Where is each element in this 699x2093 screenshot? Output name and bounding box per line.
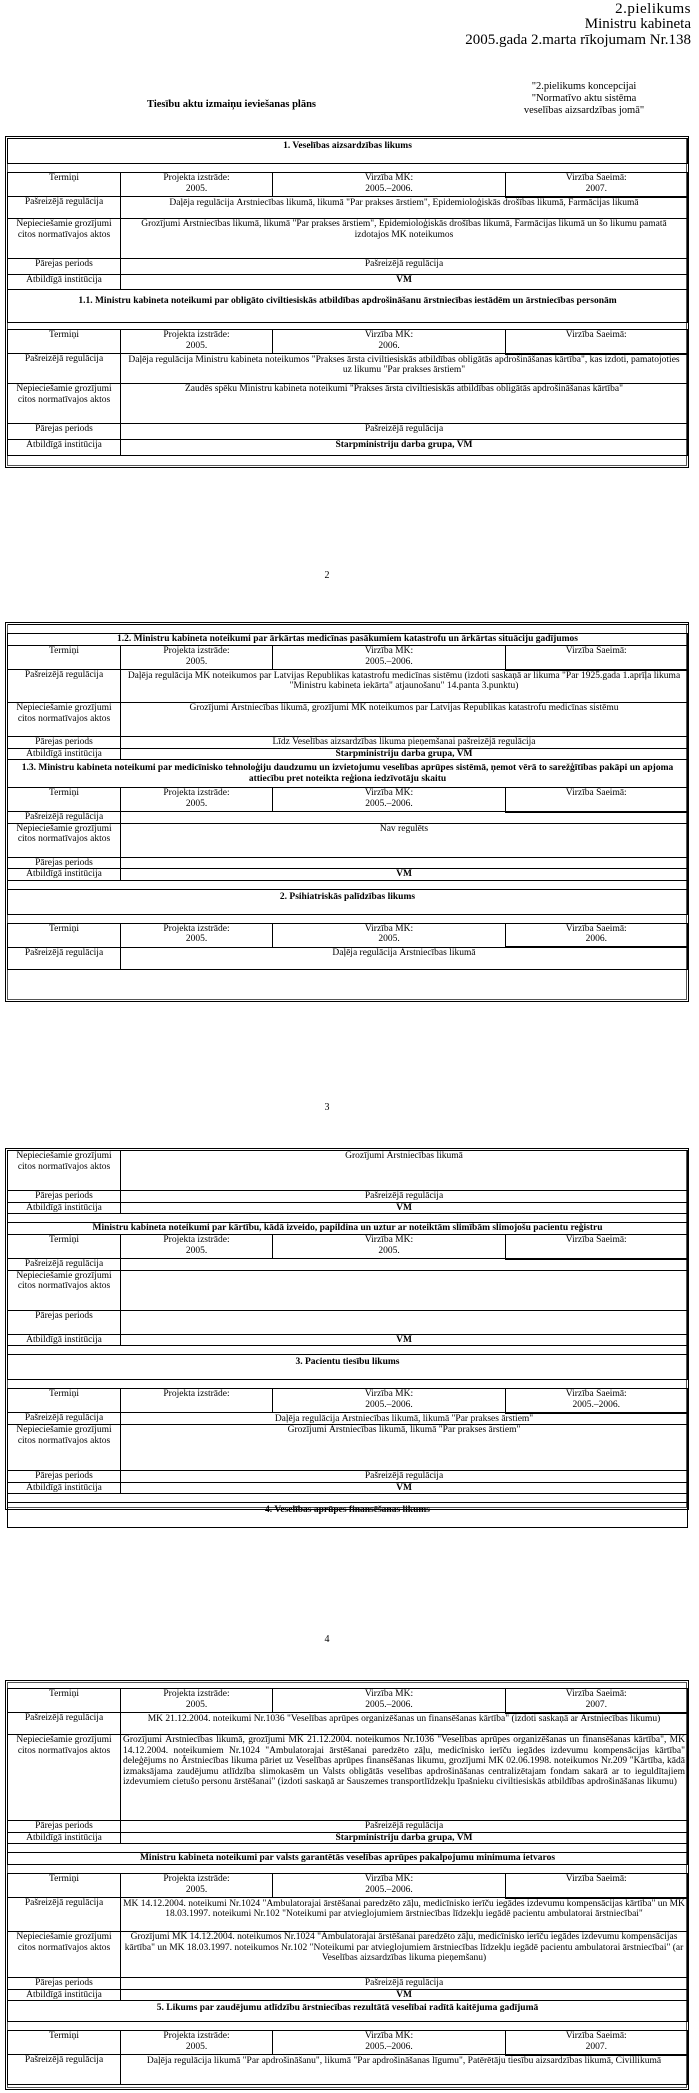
spacer (8, 914, 688, 923)
mk-cell (273, 1389, 506, 1413)
transition-label: Pārejas periods (8, 737, 121, 749)
reg-label: Pašreizējā regulācija (8, 947, 121, 969)
mk-cell (273, 923, 506, 947)
transition-label: Pārejas periods (8, 1191, 121, 1203)
draft-label: Projekta izstrāde: (163, 173, 230, 183)
responsible-value: Starpministriju darba grupa, VM (121, 1832, 688, 1844)
saeima-value: 2007. (585, 2041, 607, 2052)
saeima-value: 2007. (585, 183, 607, 194)
reg-label: Pašreizējā regulācija (8, 1898, 121, 1932)
spacer (8, 880, 688, 889)
responsible-value: VM (121, 1482, 688, 1494)
mk-cell (273, 1874, 506, 1898)
saeima-value: 2007. (585, 1699, 607, 1710)
spacer (8, 1494, 688, 1503)
concept-reference (479, 81, 689, 117)
annex-order: 2005.gada 2.marta rīkojumam Nr.138 (465, 32, 691, 48)
section-title: 1.1. Ministru kabineta noteikumi par obligāto civiltiesiskās atbildības apdrošināšanu ārstniecības iestādēm un ārstniecības personām (8, 290, 688, 323)
reg-label: Pašreizējā regulācija (8, 1259, 121, 1271)
reg-value (121, 1259, 688, 1271)
responsible-value: VM (121, 869, 688, 881)
mk-cell (273, 646, 506, 670)
spacer (8, 1865, 688, 1874)
draft-value: 2005. (185, 656, 208, 667)
transition-label: Pārejas periods (8, 1978, 121, 1990)
saeima-label: Virzība Saeimā: (565, 923, 627, 934)
draft-value: 2005. (185, 1699, 208, 1710)
annex-number: 2.pielikums (615, 1, 691, 17)
mk-label: Virzība MK: (364, 923, 414, 934)
needed-label: Nepieciešamie grozījumi citos normatīvajos aktos (8, 703, 121, 737)
reg-value (121, 812, 688, 824)
transition-value (121, 1310, 688, 1334)
transition-value: Pašreizējā regulācija (121, 259, 688, 275)
needed-label: Nepieciešamie grozījumi citos normatīvajos aktos (8, 823, 121, 857)
draft-value: 2005. (185, 934, 208, 944)
needed-value: Grozījumi Ārstniecības likumā (121, 1151, 688, 1191)
annex-cabinet: Ministru kabineta (584, 16, 691, 32)
mk-cell (273, 1235, 506, 1259)
reg-label: Pašreizējā regulācija (8, 1413, 121, 1425)
needed-label: Nepieciešamie grozījumi citos normatīvajos aktos (8, 384, 121, 424)
needed-label: Nepieciešamie grozījumi citos normatīvajos aktos (8, 1932, 121, 1978)
draft-value: 2005. (185, 1245, 208, 1256)
reg-label: Pašreizējā regulācija (8, 670, 121, 703)
plan-title: Tiesību aktu izmaiņu ieviešanas plāns (147, 99, 317, 110)
mk-value: 2005.–2006. (365, 1699, 413, 1710)
needed-value: Nav regulēts (121, 823, 688, 857)
spacer (8, 1380, 688, 1389)
saeima-value: 2006. (585, 934, 607, 944)
needed-value: Zaudēs spēku Ministru kabineta noteikumi "Prakses ārsta civiltiesiskās atbildības obligātās apdrošināšanas kārtība" (121, 384, 688, 424)
saeima-label: Virzība Saeimā: (565, 330, 627, 340)
transition-label: Pārejas periods (8, 424, 121, 440)
transition-label: Pārejas periods (8, 857, 121, 869)
terms-label: Termiņi (8, 2031, 121, 2055)
draft-cell (121, 788, 273, 812)
reg-value: Daļēja regulācija Ministru kabineta noteikumos "Prakses ārsta civiltiesiskās atbildības obligātās apdrošināšanas kārtība", kas izdoti, pamatojoties uz likumu "Par prakses ārstiem" (121, 354, 688, 384)
reg-value: Daļēja regulācija Ārstniecības likumā, likumā "Par prakses ārstiem" (121, 1413, 688, 1425)
reg-value: Daļēja regulācija likumā "Par apdrošināšanu", likumā "Par apdrošināšanas līgumu", Patērētāju tiesību aizsardzības likumā, Civillikumā (121, 2055, 688, 2085)
draft-label: Projekta izstrāde: (163, 2031, 230, 2041)
transition-value: Pašreizējā regulācija (121, 424, 688, 440)
saeima-cell (506, 923, 688, 947)
saeima-label: Virzība Saeimā: (565, 1235, 627, 1245)
reg-value: Daļēja regulācija Ārstniecības likumā, likumā "Par prakses ārstiem", Epidemioloģiskās drošības likumā, Farmācijas likumā (121, 197, 688, 219)
draft-cell (121, 1235, 273, 1259)
saeima-label: Virzība Saeimā: (565, 1689, 627, 1699)
draft-label: Projekta izstrāde: (163, 923, 230, 934)
saeima-label: Virzība Saeimā: (565, 788, 627, 798)
spacer (8, 1844, 688, 1853)
needed-value: Grozījumi Ārstniecības likumā, grozījumi MK noteikumos par Latvijas Republikas katastrofu medicīnas sistēmu (121, 703, 688, 737)
saeima-cell (506, 330, 688, 354)
draft-label: Projekta izstrāde: (163, 1235, 230, 1245)
responsible-label: Atbildīgā institūcija (8, 1482, 121, 1494)
responsible-value: VM (121, 1202, 688, 1214)
terms-label: Termiņi (8, 923, 121, 947)
mk-label: Virzība MK: (364, 646, 414, 656)
draft-label: Projekta izstrāde: (163, 788, 230, 798)
mk-label: Virzība MK: (364, 788, 414, 798)
terms-label: Termiņi (8, 1689, 121, 1713)
page2-table (7, 624, 689, 970)
draft-label: Projekta izstrāde: (163, 646, 230, 656)
needed-value: Grozījumi Ārstniecības likumā, likumā "Par prakses ārstiem", Epidemioloģiskās drošības likumā, Farmācijas likumā un šo likumu pamatā izdotajos MK noteikumos (121, 219, 688, 259)
draft-cell (121, 646, 273, 670)
mk-cell (273, 173, 506, 197)
saeima-label: Virzība Saeimā: (565, 2031, 627, 2041)
draft-value: 2005. (185, 340, 208, 351)
terms-label: Termiņi (8, 1874, 121, 1898)
page4-table (7, 1682, 689, 2085)
responsible-value: VM (121, 275, 688, 290)
needed-value: Grozījumi MK 14.12.2004. noteikumos Nr.1024 "Ambulatorajai ārstēšanai paredzēto zāļu, medicīnisko ierīču iegādes izdevumu kompensācijas kārtība" un MK 18.03.1997. noteikumos Nr.102 "Noteikumi par atvieglojumiem ārstniecības līdzekļu iegādē pacientu ambulatorai ārstniecībai" (ar Veselības aizsardzības likuma pieņemšanu) (121, 1932, 688, 1978)
reg-label: Pašreizējā regulācija (8, 2055, 121, 2085)
mk-cell (273, 1689, 506, 1713)
saeima-cell (506, 1389, 688, 1413)
reg-value: Daļēja regulācija Ārstniecības likumā (121, 947, 688, 969)
needed-value: Grozījumi Ārstniecības likumā, grozījumi MK 21.12.2004. noteikumos Nr.1036 "Veselības aprūpes organizēšanas un finansēšanas kārtība", MK 14.12.2004. noteikumiem Nr.1024 "Ambulatorajai ārstēšanai paredzēto zāļu, medicīnisko ierīču iegādes izdevumu kompensācijas kārtība" deleģējums no Ārstniecības likuma pāriet uz Veselības aprūpes finansēšanas likumu, grozījumi MK 02.06.1998. noteikumos Nr.209 "Kārtība, kādā izmaksājama zaudējumu atlīdzība slimokasēm un Valsts obligātās veselības apdrošināšanas centralizētajam fondam sakarā ar to ieguldītajiem izdevumiem cietušo personu ārstēšanai" (izdoti saskaņā ar Sauszemes transportlīdzekļu īpašnieku civiltiesiskās atbildības apdrošināšanas likumu) (121, 1735, 688, 1821)
mk-value: 2006. (378, 340, 400, 351)
transition-value (121, 857, 688, 869)
mk-value: 2005.–2006. (365, 1884, 413, 1895)
draft-cell (121, 1389, 273, 1413)
section-title: 3. Pacientu tiesību likums (8, 1355, 688, 1380)
mk-label: Virzība MK: (364, 1874, 414, 1884)
transition-label: Pārejas periods (8, 1821, 121, 1833)
terms-label: Termiņi (8, 173, 121, 197)
responsible-label: Atbildīgā institūcija (8, 440, 121, 456)
mk-value: 2005.–2006. (365, 798, 413, 809)
mk-cell (273, 2031, 506, 2055)
responsible-label: Atbildīgā institūcija (8, 1832, 121, 1844)
mk-value: 2005. (378, 934, 400, 944)
mk-value: 2005.–2006. (365, 183, 413, 194)
draft-value: 2005. (185, 798, 208, 809)
section-title: 1.2. Ministru kabineta noteikumi par ārkārtas medicīnas pasākumiem katastrofu un ārkārtas situāciju gadījumos (8, 634, 688, 646)
needed-label: Nepieciešamie grozījumi citos normatīvajos aktos (8, 219, 121, 259)
saeima-cell (506, 1874, 688, 1898)
transition-label: Pārejas periods (8, 1310, 121, 1334)
saeima-cell (506, 1689, 688, 1713)
section-title: Ministru kabineta noteikumi par valsts garantētās veselības aprūpes pakalpojumu minimuma ietvaros (8, 1853, 688, 1865)
saeima-cell (506, 2031, 688, 2055)
draft-value: 2005. (185, 2041, 208, 2052)
spacer (8, 323, 688, 330)
responsible-label: Atbildīgā institūcija (8, 748, 121, 760)
reg-label: Pašreizējā regulācija (8, 354, 121, 384)
mk-label: Virzība MK: (364, 330, 414, 340)
terms-label: Termiņi (8, 330, 121, 354)
draft-label: Projekta izstrāde: (163, 1689, 230, 1699)
saeima-cell (506, 173, 688, 197)
spacer (8, 164, 688, 173)
reg-label: Pašreizējā regulācija (8, 1713, 121, 1735)
spacer (8, 1346, 688, 1355)
mk-value: 2005.–2006. (365, 656, 413, 667)
responsible-label: Atbildīgā institūcija (8, 869, 121, 881)
needed-value (121, 1270, 688, 1310)
terms-label: Termiņi (8, 646, 121, 670)
transition-value: Pašreizējā regulācija (121, 1978, 688, 1990)
draft-cell (121, 1874, 273, 1898)
mk-label: Virzība MK: (364, 173, 414, 183)
saeima-label: Virzība Saeimā: (565, 1874, 627, 1884)
reg-value: MK 21.12.2004. noteikumi Nr.1036 "Veselības aprūpes organizēšanas un finansēšanas kārtība" (izdoti saskaņā ar Ārstniecības likumu) (121, 1713, 688, 1735)
transition-value: Pašreizējā regulācija (121, 1821, 688, 1833)
section-title: 1.3. Ministru kabineta noteikumi par medicīnisko tehnoloģiju daudzumu un izvietojumu veselības aprūpes sistēmā, ņemot vērā to sarežģītības pakāpi un apjoma attiecību pret noteikta reģiona iedzīvotāju skaitu (8, 760, 688, 788)
mk-cell (273, 788, 506, 812)
needed-value: Grozījumi Ārstniecības likumā, likumā "Par prakses ārstiem" (121, 1425, 688, 1471)
section-title: 5. Likums par zaudējumu atlīdzību ārstniecības rezultātā veselībai radītā kaitējuma gadījumā (8, 2001, 688, 2022)
responsible-label: Atbildīgā institūcija (8, 1989, 121, 2001)
spacer (8, 1214, 688, 1223)
saeima-cell (506, 788, 688, 812)
reg-label: Pašreizējā regulācija (8, 197, 121, 219)
mk-label: Virzība MK: (364, 2031, 414, 2041)
page1-table (7, 138, 689, 456)
saeima-label: Virzība Saeimā: (565, 646, 627, 656)
section-title: 4. Veselības aprūpes finansēšanas likums (8, 1503, 688, 1528)
responsible-value: VM (121, 1334, 688, 1346)
spacer (8, 625, 688, 634)
mk-label: Virzība MK: (364, 1689, 414, 1699)
draft-label: Projekta izstrāde: (163, 1874, 230, 1884)
draft-cell (121, 1689, 273, 1713)
draft-cell (121, 923, 273, 947)
responsible-label: Atbildīgā institūcija (8, 275, 121, 290)
page-number: 2 (324, 570, 330, 581)
concept-line-2: "Normatīvo aktu sistēma (531, 93, 637, 104)
draft-value: 2005. (185, 1884, 208, 1895)
terms-label: Termiņi (8, 788, 121, 812)
section-title: Ministru kabineta noteikumi par kārtību, kādā izveido, papildina un uztur ar noteiktām slimībām slimojošu pacientu reģistru (8, 1223, 688, 1235)
reg-value: MK 14.12.2004. noteikumi Nr.1024 "Ambulatorajai ārstēšanai paredzēto zāļu, medicīnisko ierīču iegādes izdevumu kompensācijas kārtība" un MK 18.03.1997. noteikumi Nr.102 "Noteikumi par atvieglojumiem ārstniecības līdzekļu iegādē pacientu ambulatorai ārstniecībai" (121, 1898, 688, 1932)
responsible-label: Atbildīgā institūcija (8, 1202, 121, 1214)
needed-label: Nepieciešamie grozījumi citos normatīvajos aktos (8, 1425, 121, 1471)
section-title: 2. Psihiatriskās palīdzības likums (8, 889, 688, 914)
mk-cell (273, 330, 506, 354)
mk-label: Virzība MK: (364, 1389, 414, 1399)
mk-value: 2005.–2006. (365, 2041, 413, 2052)
draft-label: Projekta izstrāde: (163, 1389, 230, 1399)
saeima-cell (506, 646, 688, 670)
responsible-value: Starpministriju darba grupa, VM (121, 748, 688, 760)
terms-label: Termiņi (8, 1389, 121, 1413)
reg-value: Daļēja regulācija MK noteikumos par Latvijas Republikas katastrofu medicīnas sistēmu (izdoti saskaņā ar likuma "Par 1925.gada 1.aprīļa likuma "Ministru kabineta iekārta" atjaunošanu" 14.panta 3.punktu) (121, 670, 688, 703)
needed-label: Nepieciešamie grozījumi citos normatīvajos aktos (8, 1151, 121, 1191)
spacer (8, 2022, 688, 2031)
saeima-label: Virzība Saeimā: (565, 173, 627, 183)
needed-label: Nepieciešamie grozījumi citos normatīvajos aktos (8, 1270, 121, 1310)
needed-label: Nepieciešamie grozījumi citos normatīvajos aktos (8, 1735, 121, 1821)
draft-cell (121, 173, 273, 197)
draft-cell (121, 330, 273, 354)
transition-value: Pašreizējā regulācija (121, 1191, 688, 1203)
transition-value: Pašreizējā regulācija (121, 1471, 688, 1483)
reg-label: Pašreizējā regulācija (8, 812, 121, 824)
page-number: 4 (324, 1634, 330, 1645)
saeima-cell (506, 1235, 688, 1259)
draft-cell (121, 2031, 273, 2055)
section-title: 1. Veselības aizsardzības likums (8, 139, 688, 164)
responsible-value: Starpministriju darba grupa, VM (121, 440, 688, 456)
page3-table (7, 1150, 689, 1528)
concept-line-1: "2.pielikums koncepcijai (531, 81, 637, 92)
responsible-value: VM (121, 1989, 688, 2001)
transition-value: Līdz Veselības aizsardzības likuma pieņemšanai pašreizējā regulācija (121, 737, 688, 749)
mk-value: 2005.–2006. (365, 1399, 413, 1410)
responsible-label: Atbildīgā institūcija (8, 1334, 121, 1346)
concept-line-3: veselības aizsardzības jomā" (523, 105, 645, 116)
draft-label: Projekta izstrāde: (163, 330, 230, 340)
draft-value: 2005. (185, 183, 208, 194)
saeima-label: Virzība Saeimā: (565, 1389, 627, 1399)
saeima-value: 2005.–2006. (572, 1399, 620, 1410)
transition-label: Pārejas periods (8, 1471, 121, 1483)
mk-label: Virzība MK: (364, 1235, 414, 1245)
terms-label: Termiņi (8, 1235, 121, 1259)
page-number: 3 (324, 1102, 330, 1113)
mk-value: 2005. (378, 1245, 400, 1256)
transition-label: Pārejas periods (8, 259, 121, 275)
